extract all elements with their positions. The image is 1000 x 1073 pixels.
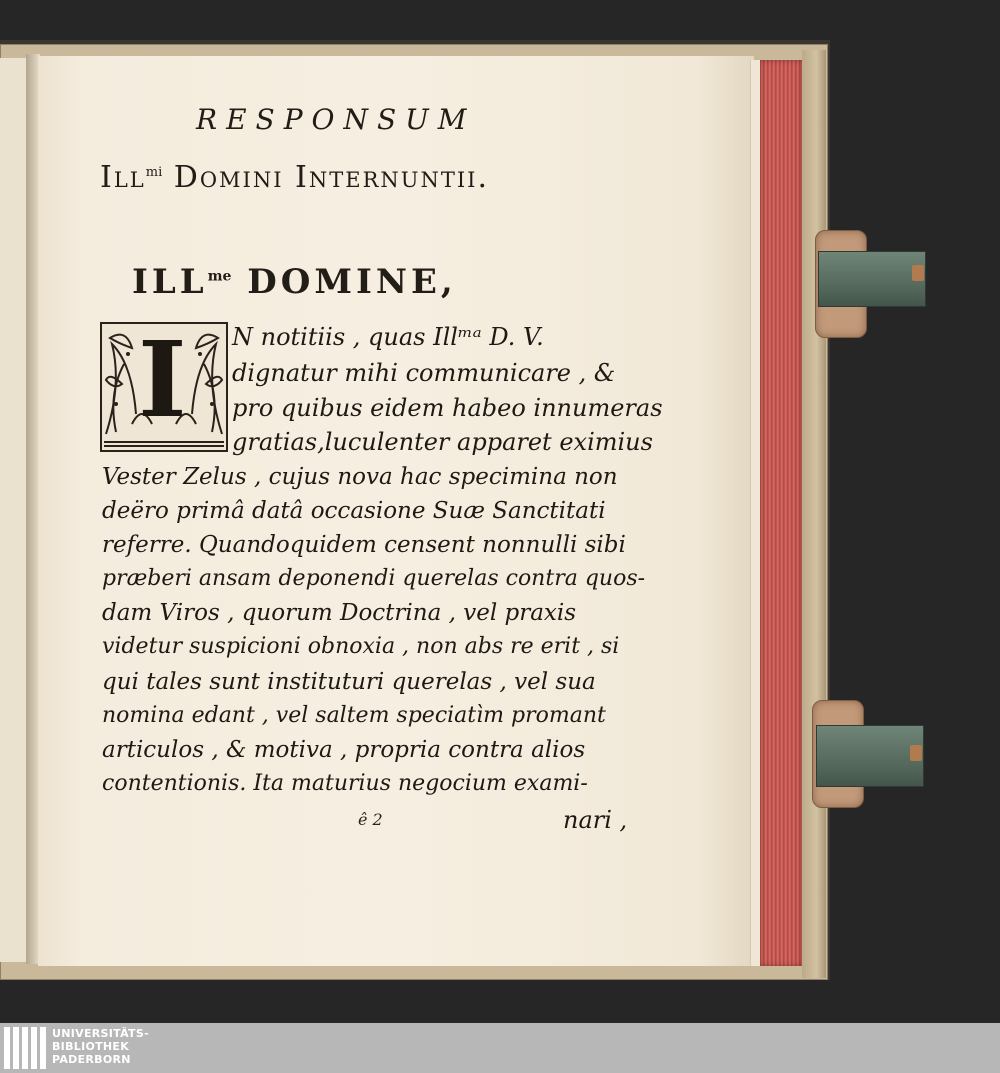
- heading-superscript: mi: [145, 165, 163, 180]
- logo-bar: [13, 1027, 19, 1069]
- clasp-pin: [910, 745, 922, 761]
- red-fore-edge: [760, 60, 802, 966]
- heading-part: Domini Internuntii.: [162, 160, 490, 195]
- body-line-6: deëro primâ datâ occasione Suæ Sanctitati: [102, 498, 606, 524]
- body-line-12: nomina edant , vel saltem speciatìm promant: [102, 703, 606, 728]
- logo-bar: [31, 1027, 37, 1069]
- cover-edge: [802, 50, 826, 978]
- body-line-5: Vester Zelus , cujus nova hac specimina non: [102, 464, 618, 490]
- body-line-11: qui tales sunt instituturi querelas , vel sua: [102, 669, 596, 695]
- initial-letter: I: [138, 322, 187, 441]
- body-line-2: dignatur mihi communicare , &: [232, 359, 616, 387]
- body-line-9: dam Viros , quorum Doctrina , vel praxis: [102, 600, 577, 626]
- heading-domini-internuntii: [100, 160, 489, 195]
- heading-responsum: RESPONSUM: [196, 103, 476, 136]
- logo-bar: [22, 1027, 28, 1069]
- clasp-metal-plate: [816, 725, 924, 787]
- body-line-1: N notitiis , quas Illᵐᵃ D. V.: [232, 323, 544, 351]
- signature-mark: ê 2: [358, 810, 383, 829]
- decorated-initial: [100, 322, 228, 452]
- library-name: [52, 1027, 149, 1066]
- library-logo-icon: [4, 1027, 46, 1069]
- logo-bar: [4, 1027, 10, 1069]
- body-line-4: gratias,luculenter apparet eximius: [232, 428, 653, 456]
- salutation-part: DOMINE,: [231, 262, 457, 302]
- body-line-3: pro quibus eidem habeo innumeras: [232, 394, 663, 422]
- footer-bar: [0, 1023, 1000, 1073]
- left-page-edge: [0, 58, 27, 962]
- salutation-superscript: me: [207, 268, 232, 285]
- clasp-pin: [912, 265, 924, 281]
- logo-bar: [40, 1027, 46, 1069]
- body-line-10: videtur suspicioni obnoxia , non abs re erit , si: [102, 634, 620, 659]
- library-name-line: UNIVERSITÄTS-: [52, 1027, 149, 1040]
- library-name-line: BIBLIOTHEK: [52, 1040, 130, 1053]
- body-line-13: articulos , & motiva , propria contra alios: [102, 737, 586, 763]
- body-line-7: referre. Quandoquidem censent nonnulli sibi: [102, 532, 626, 558]
- clasp-metal-plate: [818, 251, 926, 307]
- salutation-part: ILL: [132, 262, 208, 302]
- body-line-14: contentionis. Ita maturius negocium exami-: [102, 771, 588, 796]
- heading-part: Ill: [100, 160, 146, 195]
- body-line-8: præberi ansam deponendi querelas contra quos-: [102, 566, 646, 591]
- salutation: [132, 262, 457, 302]
- library-name-line: PADERBORN: [52, 1053, 131, 1066]
- catchword: nari ,: [563, 806, 628, 834]
